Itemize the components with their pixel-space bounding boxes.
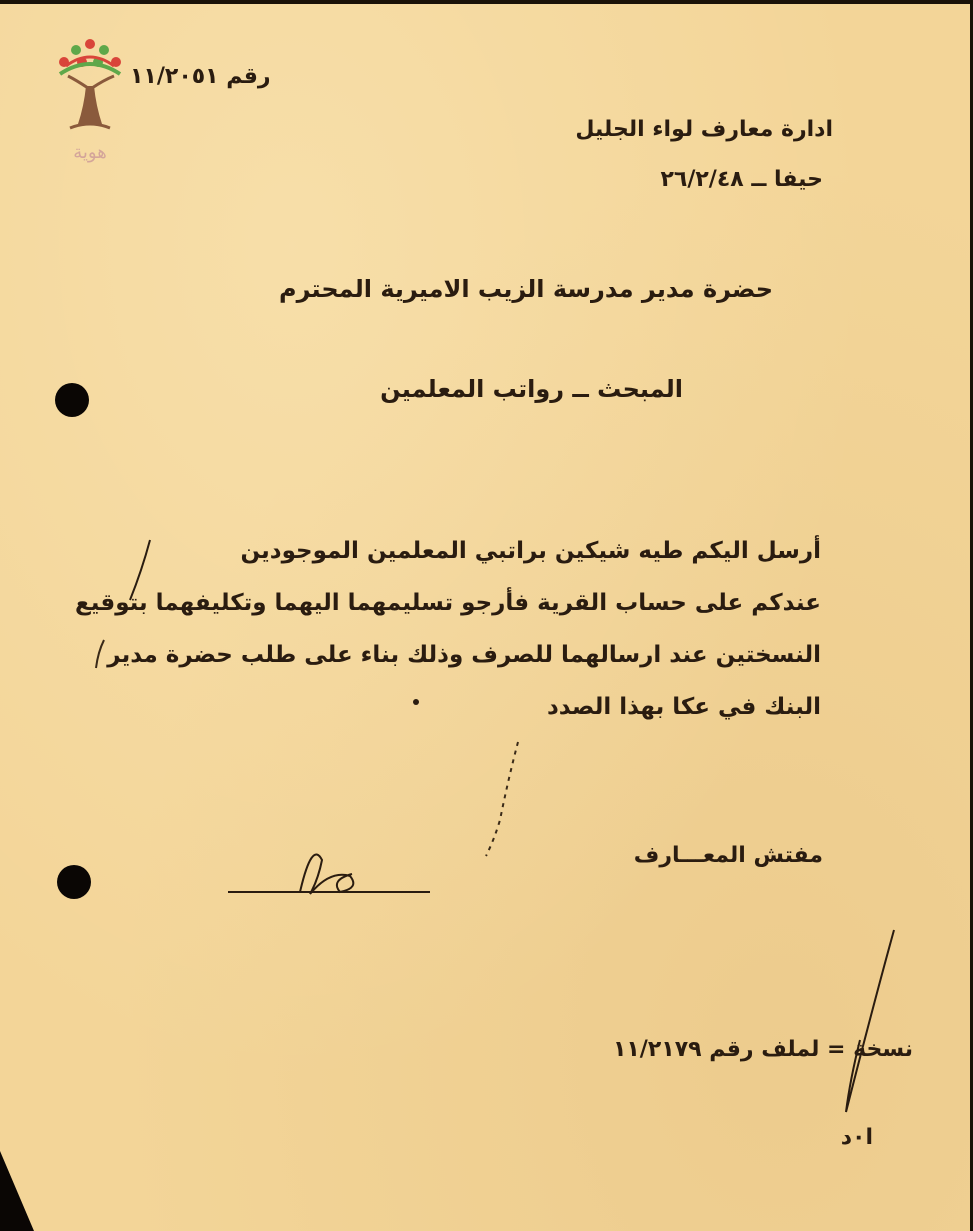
copy-note: نسخة = لملف رقم ١١/٢١٧٩: [612, 1037, 913, 1062]
logo-caption: هوية: [73, 142, 107, 163]
scan-edge-top: [0, 0, 973, 4]
signature-title: مفتش المعـــارف: [633, 843, 823, 868]
body-line-2: عندكم على حساب القرية فأرجو تسليمهما اليهما وتكليفهما بتوقيع: [75, 590, 821, 616]
place-date: حيفا ــ ٢٦/٢/٤٨: [660, 167, 823, 192]
punch-hole-bottom: [57, 865, 91, 899]
office-header: ادارة معارف لواء الجليل: [575, 117, 833, 142]
addressee-line: حضرة مدير مدرسة الزيب الاميرية المحترم: [279, 275, 773, 303]
scan-corner-shadow: [0, 1151, 50, 1231]
subject-line: المبحث ــ رواتب المعلمين: [380, 375, 683, 403]
typist-initials: ا٠د: [840, 1125, 873, 1150]
letter-body: [75, 525, 821, 733]
body-line-1: أرسل اليكم طيه شيكين براتبي المعلمين الموجودين: [240, 538, 821, 564]
tree-logo: [48, 36, 132, 186]
tree-logo-icon: [48, 36, 132, 136]
body-line-4: البنك في عكا بهذا الصدد: [546, 694, 821, 720]
body-line-3: النسختين عند ارسالهما للصرف وذلك بناء على طلب حضرة مدير: [107, 642, 821, 668]
punch-hole-top: [55, 383, 89, 417]
reference-number: رقم ١١/٢٠٥١: [130, 64, 271, 89]
